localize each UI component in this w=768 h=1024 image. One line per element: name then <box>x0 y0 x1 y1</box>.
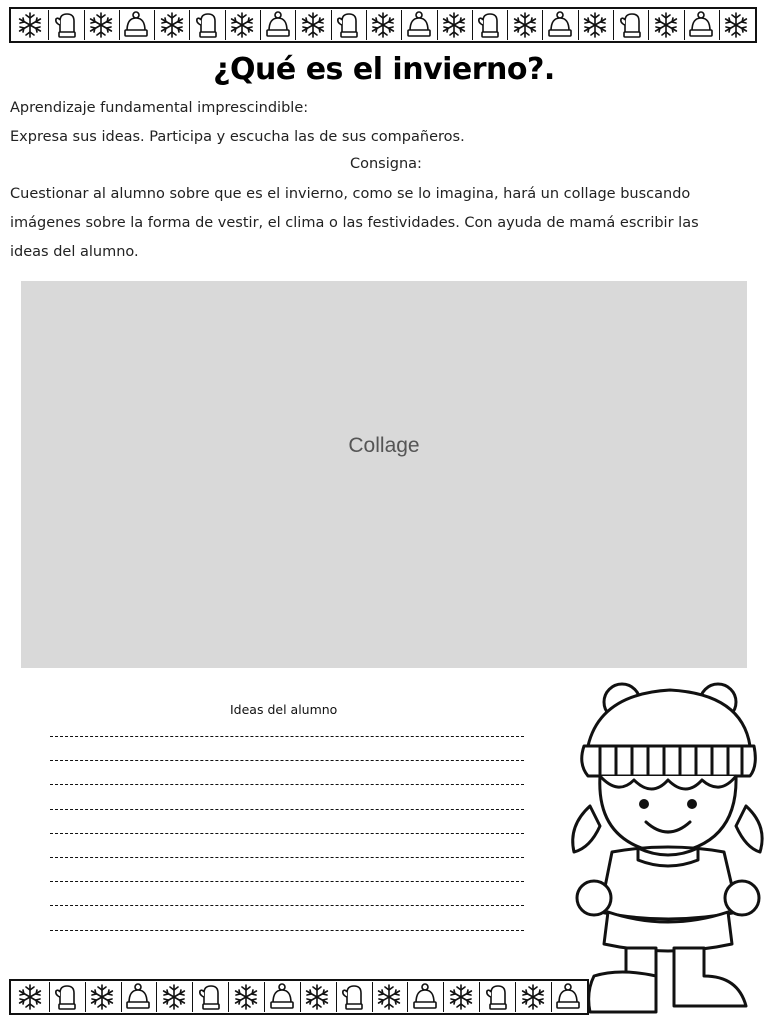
writing-line[interactable] <box>50 760 524 784</box>
top-decorative-border <box>9 7 757 43</box>
snowflake-icon <box>437 10 471 40</box>
writing-line[interactable] <box>50 784 524 808</box>
winter-hat-icon <box>264 982 298 1012</box>
writing-line[interactable] <box>50 833 524 857</box>
snowflake-icon <box>372 982 406 1012</box>
snowflake-icon <box>228 982 262 1012</box>
snowflake-icon <box>13 10 47 40</box>
winter-hat-icon <box>542 10 576 40</box>
mitten-icon <box>49 982 83 1012</box>
consigna-label: Consigna: <box>350 156 422 172</box>
snowflake-icon <box>156 982 190 1012</box>
writing-line[interactable] <box>50 857 524 881</box>
writing-line[interactable] <box>50 736 524 760</box>
winter-hat-icon <box>119 10 153 40</box>
aprendizaje-text: Expresa sus ideas. Participa y escucha las de sus compañeros. <box>10 129 465 145</box>
writing-line[interactable] <box>50 930 524 954</box>
snowflake-icon <box>443 982 477 1012</box>
snowflake-icon <box>366 10 400 40</box>
consigna-text <box>10 180 720 267</box>
consigna-line: imágenes sobre la forma de vestir, el clima o las festividades. Con ayuda de mamá escribir las <box>10 215 699 231</box>
mitten-icon <box>192 982 226 1012</box>
collage-area[interactable] <box>21 281 747 668</box>
winter-hat-icon <box>260 10 294 40</box>
snowflake-icon <box>578 10 612 40</box>
girl-winter-illustration <box>560 676 768 1024</box>
snowflake-icon <box>507 10 541 40</box>
bottom-decorative-border <box>9 979 589 1015</box>
winter-hat-icon <box>121 982 155 1012</box>
writing-lines[interactable] <box>50 736 524 954</box>
writing-line[interactable] <box>50 905 524 929</box>
snowflake-icon <box>84 10 118 40</box>
snowflake-icon <box>13 982 47 1012</box>
page-title: ¿Qué es el invierno?. <box>213 52 555 87</box>
consigna-line: ideas del alumno. <box>10 244 139 260</box>
mitten-icon <box>189 10 223 40</box>
winter-hat-icon <box>407 982 441 1012</box>
ideas-title: Ideas del alumno <box>230 702 338 717</box>
consigna-line: Cuestionar al alumno sobre que es el invierno, como se lo imagina, hará un collage buscando <box>10 186 691 202</box>
mitten-icon <box>613 10 647 40</box>
snowflake-icon <box>719 10 753 40</box>
mitten-icon <box>48 10 82 40</box>
snowflake-icon <box>300 982 334 1012</box>
collage-label: Collage <box>348 433 420 457</box>
snowflake-icon <box>648 10 682 40</box>
mitten-icon <box>479 982 513 1012</box>
snowflake-icon <box>515 982 549 1012</box>
snowflake-icon <box>295 10 329 40</box>
winter-hat-icon <box>401 10 435 40</box>
winter-hat-icon <box>684 10 718 40</box>
snowflake-icon <box>154 10 188 40</box>
mitten-icon <box>336 982 370 1012</box>
winter-hat-icon <box>551 982 585 1012</box>
writing-line[interactable] <box>50 881 524 905</box>
writing-line[interactable] <box>50 809 524 833</box>
mitten-icon <box>331 10 365 40</box>
aprendizaje-label: Aprendizaje fundamental imprescindible: <box>10 100 309 116</box>
snowflake-icon <box>225 10 259 40</box>
mitten-icon <box>472 10 506 40</box>
snowflake-icon <box>85 982 119 1012</box>
